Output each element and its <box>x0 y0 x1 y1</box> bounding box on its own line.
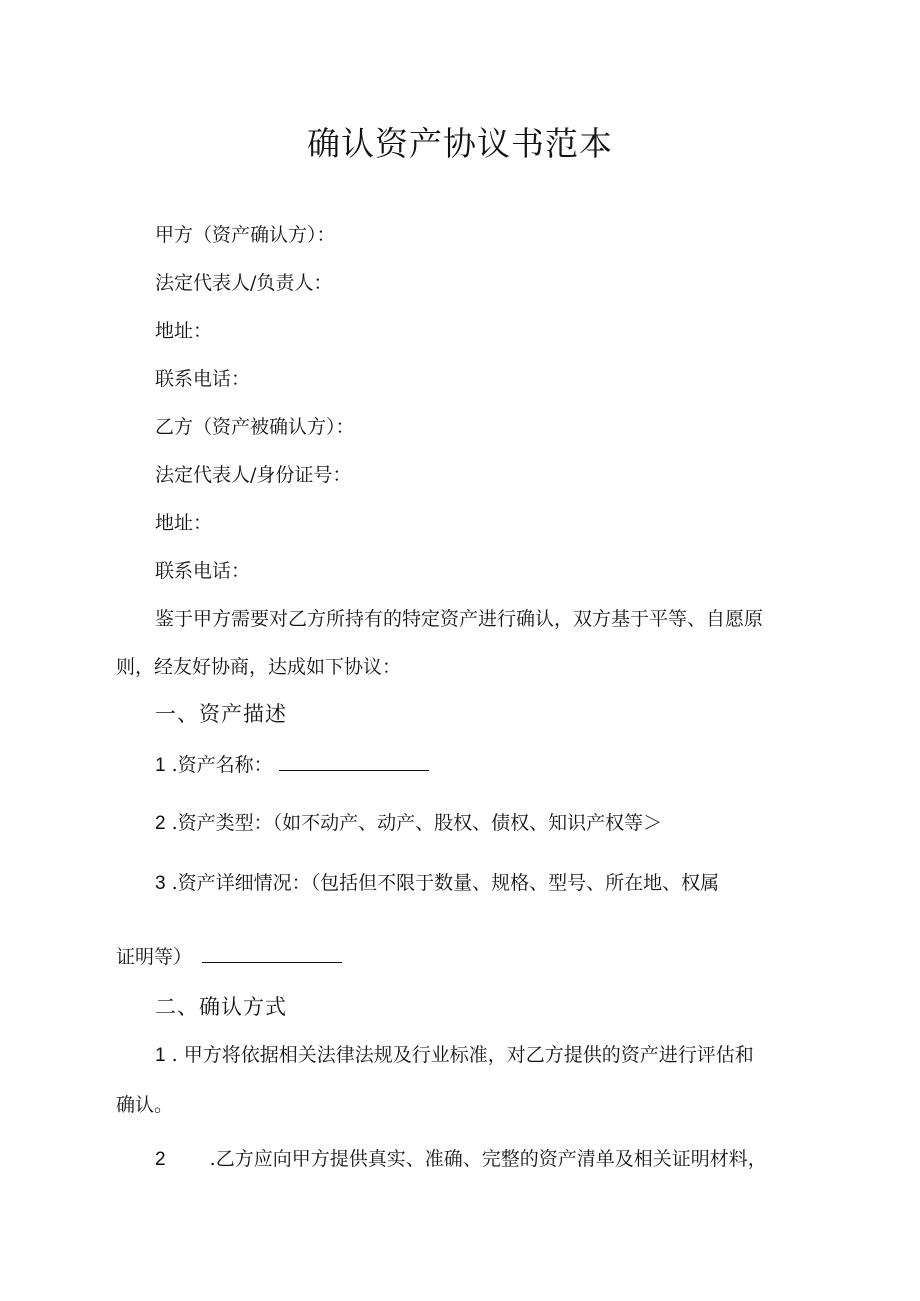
item-text: . 甲方将依据相关法律法规及行业标准，对乙方提供的资产进行评估和 <box>171 1044 754 1066</box>
item-text: .资产详细情况：（包括但不限于数量、规格、型号、所在地、权属 <box>171 872 720 894</box>
item-text: 证明等） <box>116 946 193 968</box>
item-number: 1 <box>155 755 166 776</box>
item-text: .资产类型：（如不动产、动产、股权、债权、知识产权等＞ <box>171 812 663 834</box>
preamble-line-1: 鉴于甲方需要对乙方所持有的特定资产进行确认，双方基于平等、自愿原 <box>155 608 764 630</box>
section-2-item-1-continued: 确认。 <box>116 1094 174 1116</box>
party-a-phone: 联系电话： <box>155 368 251 390</box>
section-2-item-2 <box>155 1146 767 1173</box>
item-text: .资产名称： <box>171 754 273 776</box>
item-number: 2 <box>155 1149 166 1170</box>
party-b-address: 地址： <box>155 512 213 534</box>
preamble-line-2: 则，经友好协商，达成如下协议： <box>116 656 402 678</box>
party-a-label: 甲方（资产确认方）： <box>155 224 336 246</box>
item-number: 3 <box>155 873 166 894</box>
section-1-item-1 <box>155 752 429 779</box>
item-text: .乙方应向甲方提供真实、准确、完整的资产清单及相关证明材料， <box>209 1148 767 1170</box>
party-b-label: 乙方（资产被确认方）： <box>155 416 355 438</box>
section-2-heading: 二、确认方式 <box>155 995 287 1019</box>
party-b-phone: 联系电话： <box>155 560 251 582</box>
party-b-representative: 法定代表人/身份证号： <box>155 464 352 486</box>
item-number: 2 <box>155 813 166 834</box>
section-1-item-2 <box>155 810 662 837</box>
section-1-item-3-continued <box>116 944 342 970</box>
fill-in-blank <box>279 752 429 771</box>
document-title: 确认资产协议书范本 <box>307 124 613 163</box>
section-1-heading: 一、资产描述 <box>155 702 287 726</box>
party-a-representative: 法定代表人/负责人： <box>155 272 333 294</box>
section-1-item-3 <box>155 870 719 897</box>
fill-in-blank <box>202 944 342 963</box>
party-a-address: 地址： <box>155 320 213 342</box>
section-2-item-1 <box>155 1042 754 1069</box>
item-number: 1 <box>155 1045 166 1066</box>
